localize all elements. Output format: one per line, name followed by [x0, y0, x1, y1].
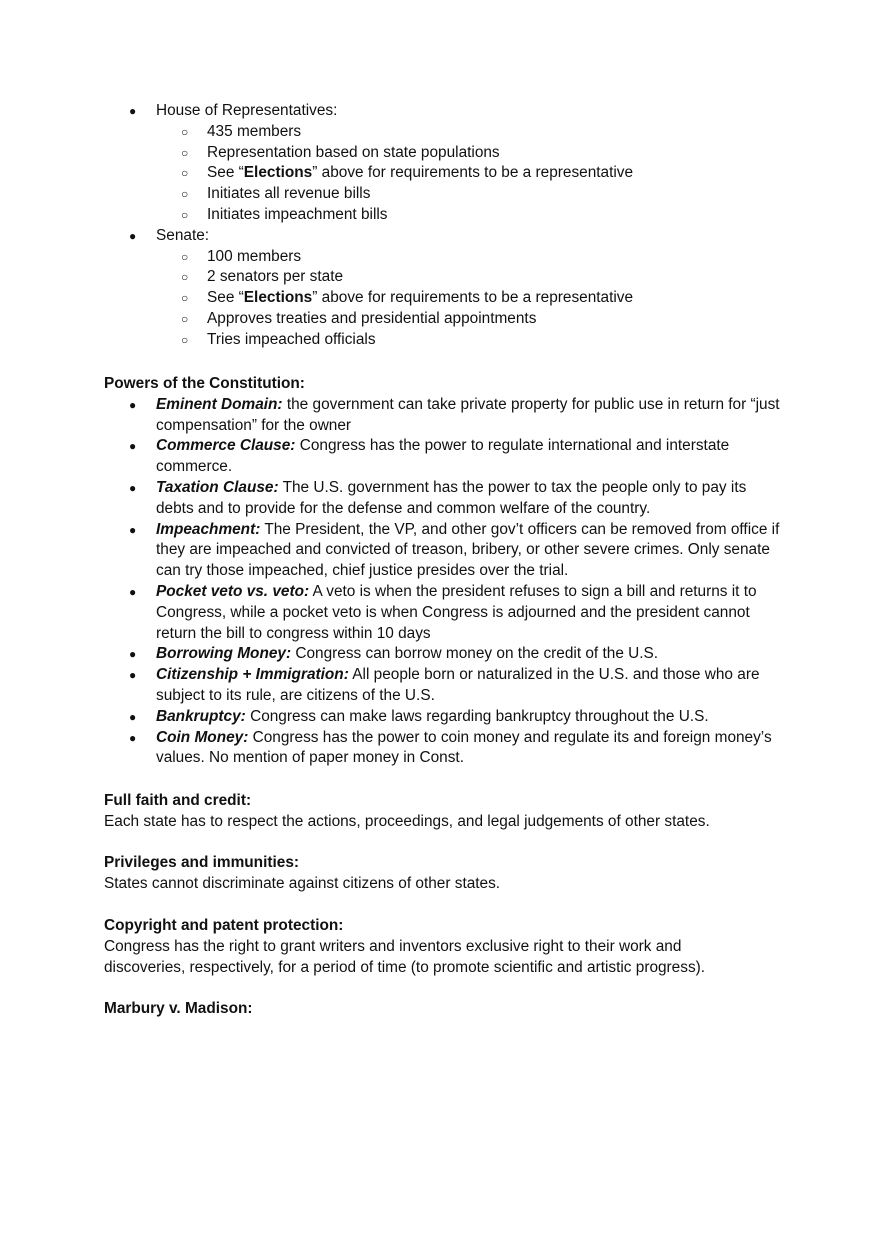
sub-bullet-icon: ○ [181, 207, 189, 222]
sub-bullet-icon: ○ [181, 332, 189, 347]
list-item: ○ See “Elections” above for requirements to be a representative [104, 163, 794, 184]
section-heading: Copyright and patent protection: [104, 917, 344, 934]
bullet-icon: ● [129, 104, 137, 118]
full-faith-section [104, 791, 794, 833]
sub-bullet-icon: ○ [181, 270, 189, 285]
bullet-icon: ● [129, 228, 137, 243]
bullet-icon: ● [129, 730, 137, 745]
power-item-citizenship: ● Citizenship + Immigration: All people born or naturalized in the U.S. and those who are subject to its rule, are citizens of the U.S. [129, 666, 760, 704]
list-item: ○ 435 members [104, 122, 794, 143]
term: Taxation Clause: [156, 478, 279, 496]
power-item-bankruptcy: ● Bankruptcy: Congress can make laws regarding bankruptcy throughout the U.S. [104, 707, 794, 728]
list-item: ○ See “Elections” above for requirements to be a representative [104, 288, 794, 309]
sub-bullet-icon: ○ [181, 291, 189, 306]
senate-label: Senate: [156, 226, 210, 244]
power-item-borrowing-money: ● Borrowing Money: Congress can borrow money on the credit of the U.S. [104, 644, 794, 665]
bullet-icon: ● [129, 584, 137, 599]
congress-list [104, 101, 794, 351]
term: Impeachment: [156, 520, 261, 538]
term: Citizenship + Immigration: [156, 666, 349, 684]
sub-bullet-icon: ○ [181, 249, 189, 264]
house-label: House of Representatives: [156, 102, 338, 119]
power-item-impeachment: ● Impeachment: The President, the VP, and other gov’t officers can be removed from office if they are impeached and convicted of treason, bribery, or other severe crimes. Only senate can try those impeached, chief justice presides over the trial. [129, 520, 780, 580]
power-item-eminent-domain: ● Eminent Domain: the government can take private property for public use in return for “just compensation” for the owner [129, 395, 780, 434]
sub-bullet-icon: ○ [181, 187, 189, 202]
sub-bullet-icon: ○ [181, 124, 189, 139]
bullet-icon: ● [129, 709, 137, 724]
term: Eminent Domain: [156, 395, 283, 413]
list-item: ○ Initiates impeachment bills [104, 205, 794, 226]
term: Bankruptcy: [156, 707, 246, 725]
elections-reference: Elections [243, 289, 313, 307]
list-item: ○ 2 senators per state [104, 267, 794, 288]
power-item-coin-money: ● Coin Money: Congress has the power to coin money and regulate its and foreign money’s values. No mention of paper money in Const. [129, 728, 772, 767]
list-item: ○ Approves treaties and presidential appointments [104, 309, 794, 330]
section-heading: Full faith and credit: [104, 792, 252, 809]
term: Commerce Clause: [156, 437, 296, 455]
power-item-commerce-clause: ● Commerce Clause: Congress has the power to regulate international and interstate commerce. [129, 437, 730, 476]
sub-bullet-icon: ○ [181, 311, 189, 326]
term: Pocket veto vs. veto: [156, 582, 310, 600]
sub-bullet-icon: ○ [181, 166, 189, 181]
power-item-pocket-veto: ● Pocket veto vs. veto: A veto is when the president refuses to sign a bill and returns it to Congress, while a pocket veto is when Congress is adjourned and the president cannot return the bill to congress within 10 days [129, 582, 757, 642]
power-item-taxation-clause: ● Taxation Clause: The U.S. government has the power to tax the people only to pay its debts and to provide for the defense and common welfare of the country. [129, 478, 747, 517]
bullet-icon: ● [129, 397, 137, 412]
list-item-house [104, 101, 794, 122]
bullet-icon: ● [129, 647, 137, 662]
bullet-icon: ● [129, 668, 137, 683]
copyright-section [104, 916, 794, 978]
powers-section [104, 374, 794, 769]
list-item: ○ Initiates all revenue bills [104, 184, 794, 205]
list-item-senate [104, 226, 794, 247]
bullet-icon: ● [129, 522, 137, 537]
section-body: Each state has to respect the actions, proceedings, and legal judgements of other states. [104, 812, 710, 830]
section-heading: Privileges and immunities: [104, 854, 300, 871]
elections-reference: Elections [243, 164, 313, 182]
list-item: ○ Representation based on state populations [104, 143, 794, 164]
section-heading: Powers of the Constitution: [104, 375, 305, 392]
list-item: ○ Tries impeached officials [104, 330, 794, 351]
sub-bullet-icon: ○ [181, 145, 189, 160]
term: Coin Money: [156, 728, 249, 746]
bullet-icon: ● [129, 480, 137, 495]
list-item: ○ 100 members [104, 247, 794, 268]
section-body: States cannot discriminate against citizens of other states. [104, 874, 501, 892]
privileges-section [104, 853, 794, 895]
term: Borrowing Money: [156, 645, 292, 663]
marbury-section [104, 999, 794, 1020]
section-heading: Marbury v. Madison: [104, 1000, 253, 1017]
bullet-icon: ● [129, 439, 137, 454]
section-body: Congress has the right to grant writers and inventors exclusive right to their work and discoveries, respectively, for a period of time (to promote scientific and artistic progress). [104, 937, 706, 976]
